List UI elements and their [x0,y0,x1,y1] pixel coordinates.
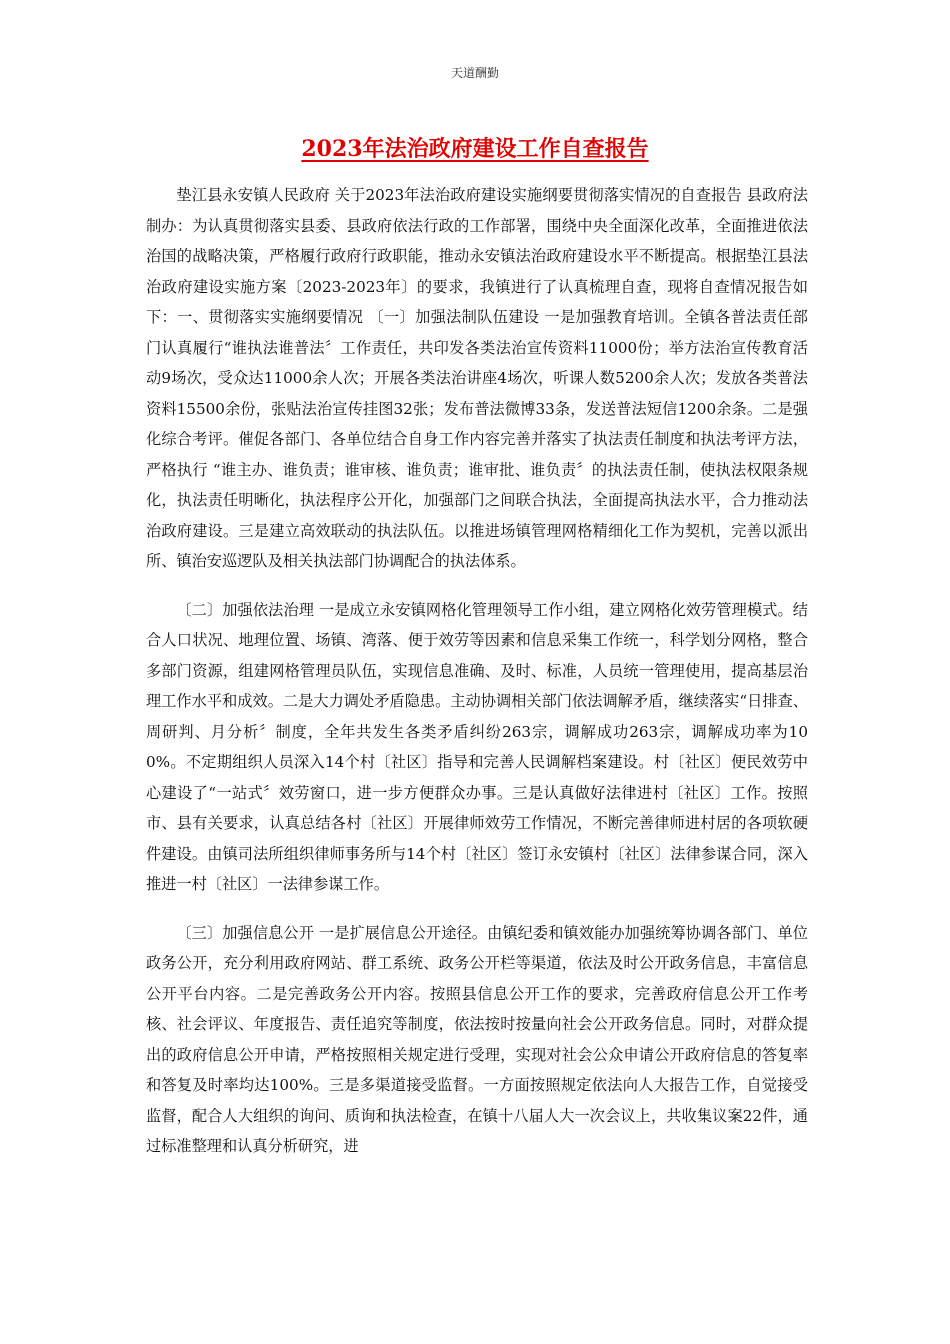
body-paragraph-1: 垫江县永安镇人民政府 关于2023年法治政府建设实施纲要贯彻落实情况的自查报告 县政府法制办：为认真贯彻落实县委、县政府依法行政的工作部署，围绕中央全面深化改革，全面推进依法治国的战略决策，严格履行政府行政职能，推动永安镇法治政府建设水平不断提高。根据垫江县法治政府建设实施方案〔2023-2023年〕的要求，我镇进行了认真梳理自查，现将自查情况报告如下：一、贯彻落实实施纲要情况 〔一〕加强法制队伍建设 一是加强教育培训。全镇各普法责任部门认真履行“谁执法谁普法〞工作责任，共印发各类法治宣传资料11000份；举方法治宣传教育活动9场次，受众达11000余人次；开展各类法治讲座4场次，听课人数5200余人次；发放各类普法资料15500余份，张贴法治宣传挂图32张；发布普法微博33条，发送普法短信1200余条。二是强化综合考评。催促各部门、各单位结合自身工作内容完善并落实了执法责任制度和执法考评方法，严格执行 “谁主办、谁负责；谁审核、谁负责；谁审批、谁负责〞的执法责任制，使执法权限条规化，执法责任明晰化，执法程序公开化，加强部门之间联合执法，全面提高执法水平，合力推动法治政府建设。三是建立高效联动的执法队伍。以推进场镇管理网格精细化工作为契机，完善以派出所、镇治安巡逻队及相关执法部门协调配合的执法体系。 [146,186,808,570]
body-paragraph-2: 〔二〕加强依法治理 一是成立永安镇网格化管理领导工作小组，建立网格化效劳管理模式。结合人口状况、地理位置、场镇、湾落、便于效劳等因素和信息采集工作统一，科学划分网格，整合多部门资源，组建网格管理员队伍，实现信息准确、及时、标准，人员统一管理使用，提高基层治理工作水平和成效。二是大力调处矛盾隐患。主动协调相关部门依法调解矛盾，继续落实“日排查、周研判、月分析〞制度，全年共发生各类矛盾纠纷263宗，调解成功263宗，调解成功率为100%。不定期组织人员深入14个村〔社区〕指导和完善人民调解档案建设。村〔社区〕便民效劳中心建设了“一站式〞效劳窗口，进一步方便群众办事。三是认真做好法律进村〔社区〕工作。按照市、县有关要求，认真总结各村〔社区〕开展律师效劳工作情况，不断完善律师进村居的各项软硬件建设。由镇司法所组织律师事务所与14个村〔社区〕签订永安镇村〔社区〕法律参谋合同，深入推进一村〔社区〕一法律参谋工作。 [146,600,808,893]
page-header-text: 天道酬勤 [450,66,499,80]
body-paragraph-3: 〔三〕加强信息公开 一是扩展信息公开途径。由镇纪委和镇效能办加强统筹协调各部门、单位政务公开，充分利用政府网站、群工系统、政务公开栏等渠道，依法及时公开政务信息，丰富信息公开平台内容。二是完善政务公开内容。按照县信息公开工作的要求，完善政府信息公开工作考核、社会评议、年度报告、责任追究等制度，依法按时按量向社会公开政务信息。同时，对群众提出的政府信息公开申请，严格按照相关规定进行受理，实现对社会公众申请公开政府信息的答复率和答复及时率均达100%。三是多渠道接受监督。一方面按照规定依法向人大报告工作，自觉接受监督，配合人大组织的询问、质询和执法检查，在镇十八届人大一次会议上，共收集议案22件，通过标准整理和认真分析研究，进 [146,923,808,1155]
document-body [146,180,808,1180]
document-title: 2023年法治政府建设工作自查报告 [301,136,649,162]
